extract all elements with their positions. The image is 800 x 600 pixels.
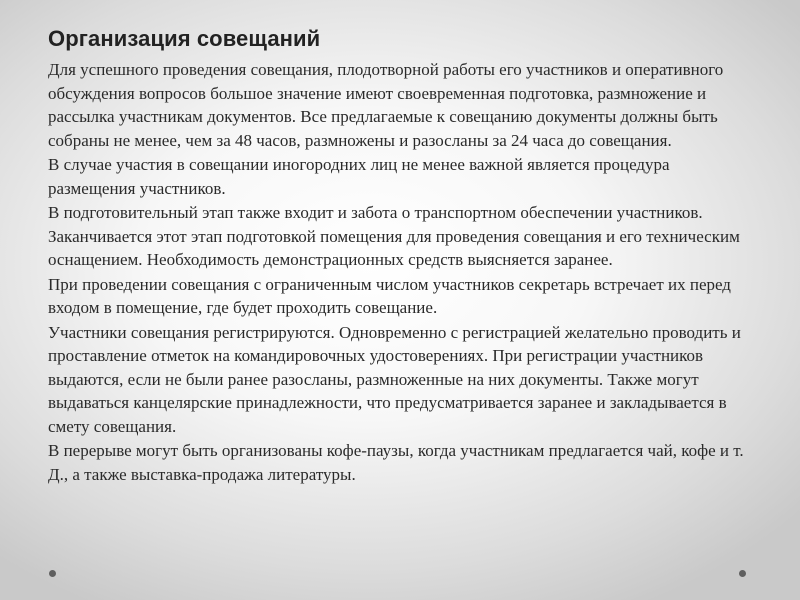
slide-title: Организация совещаний	[48, 26, 321, 51]
paragraph-coffee-break: В перерыве могут быть организованы кофе-паузы, когда участникам предлагается чай, кофе и т. Д., а также выставка-продажа литературы.	[48, 441, 744, 484]
paragraph-transport: В подготовительный этап также входит и забота о транспортном обеспечении участников. Заканчивается этот этап подготовкой помещения для проведения совещания и его техническим оснащением. Необходимость демонстрационных средств выясняется заранее.	[48, 203, 740, 269]
left-dot-decoration	[49, 570, 56, 577]
right-dot-decoration	[739, 570, 746, 577]
paragraph-registration: Участники совещания регистрируются. Одновременно с регистрацией желательно проводить и проставление отметок на командировочных удостоверениях. При регистрации участников выдаются, если не были ранее разосланы, размноженные на них документы. Также могут выдаваться канцелярские принадлежности, что предусматривается заранее и закладывается в смету совещания.	[48, 322, 741, 436]
slide-body	[48, 58, 748, 487]
paragraph-accommodation: В случае участия в совещании иногородних лиц не менее важной является процедура размещения участников.	[48, 155, 670, 198]
paragraph-secretary: При проведении совещания с ограниченным числом участников секретарь встречает их перед входом в помещение, где будет проходить совещание.	[48, 274, 731, 317]
paragraph-preparation: Для успешного проведения совещания, плодотворной работы его участников и оперативного обсуждения вопросов большое значение имеют своевременная подготовка, размножение и рассылка участникам документов. Все предлагаемые к совещанию документы должны быть собраны не менее, чем за 48 часов, размножены и разосланы за 24 часа до совещания.	[48, 60, 724, 150]
